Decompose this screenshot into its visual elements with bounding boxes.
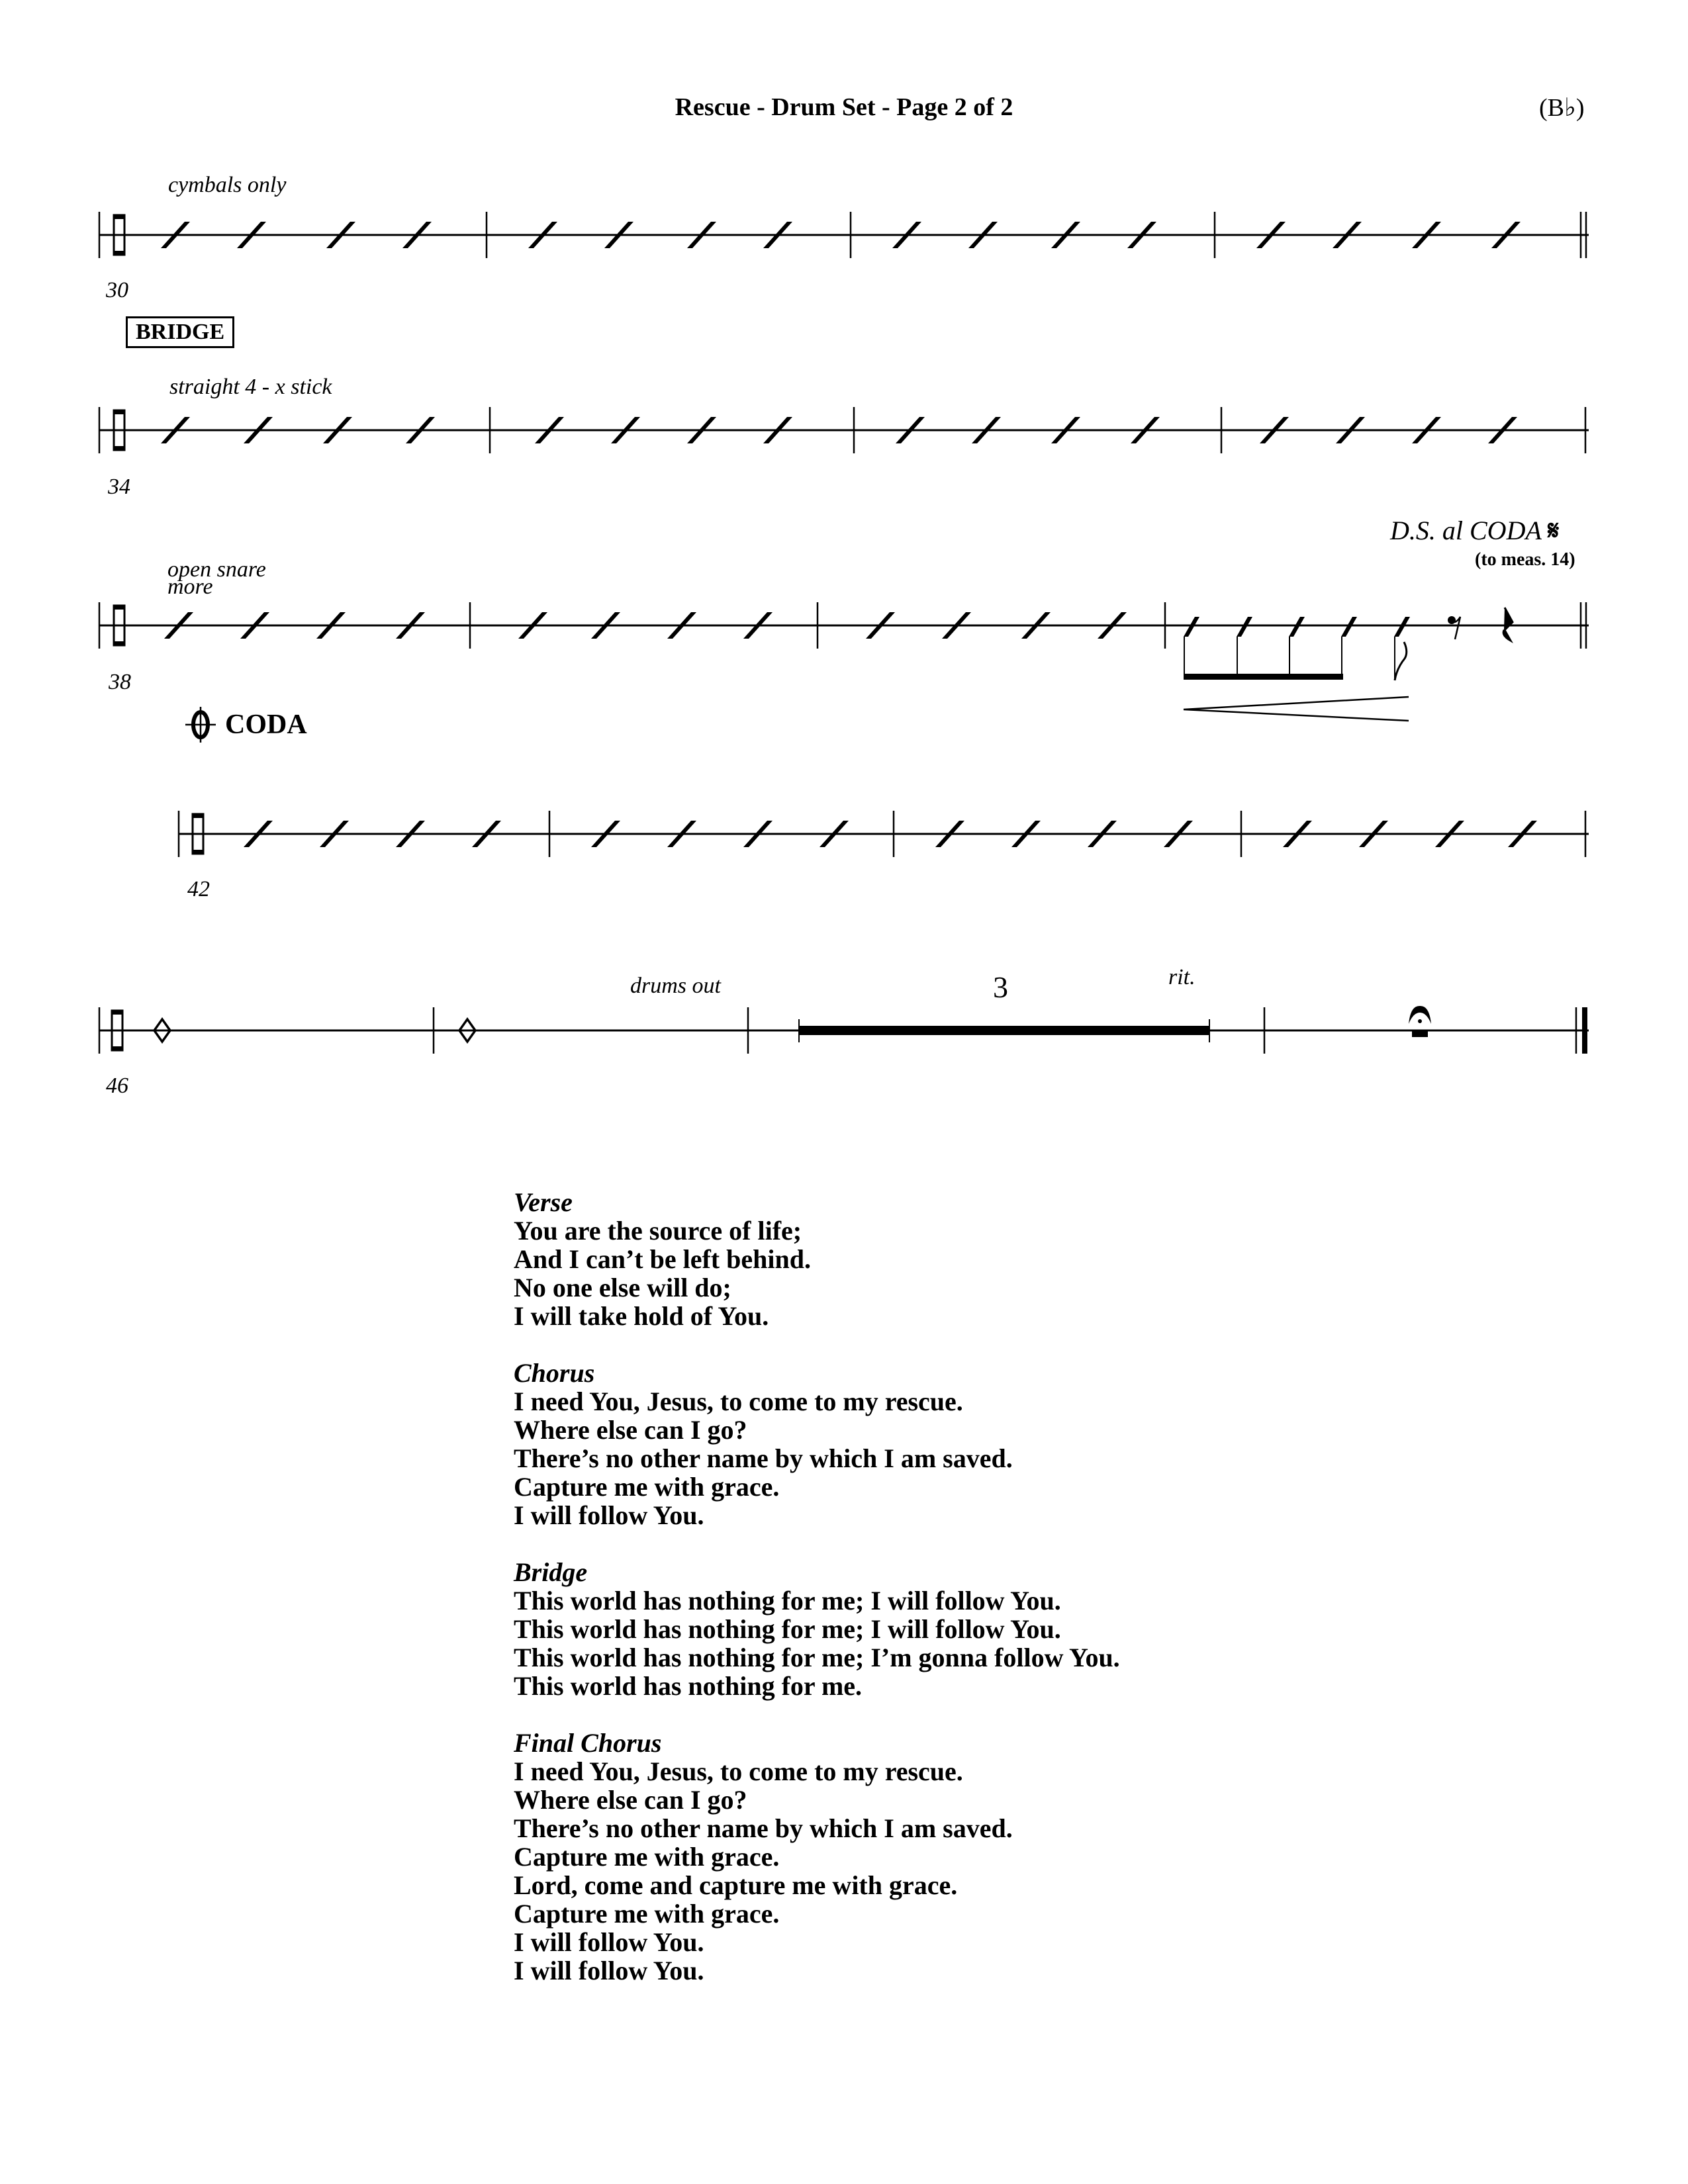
- fermata-icon: [1409, 1006, 1431, 1037]
- tempo-mark-rit: rit.: [1168, 965, 1196, 989]
- coda-icon: [185, 707, 216, 743]
- lyric-line: I will take hold of You.: [514, 1301, 769, 1331]
- measure-number: 46: [106, 1073, 128, 1098]
- segno-icon: 𝄋: [1548, 516, 1560, 545]
- page-title: Rescue - Drum Set - Page 2 of 2: [675, 93, 1013, 121]
- whole-rest-icon: [1412, 1030, 1428, 1037]
- lyrics-block: [514, 1188, 1120, 2013]
- measure-number: 30: [106, 278, 128, 302]
- measure-number: 34: [108, 475, 130, 499]
- lyric-line: This world has nothing for me; I will follow You.: [514, 1614, 1061, 1644]
- system-3: [99, 602, 1589, 721]
- lyric-line: I need You, Jesus, to come to my rescue.: [514, 1387, 963, 1416]
- expression-line: open snare: [167, 557, 266, 582]
- diminuendo-hairpin-icon: [1184, 697, 1409, 721]
- lyrics-section-bridge: [514, 1558, 1120, 1700]
- measure-number: 42: [187, 877, 210, 901]
- expression-line: more: [167, 574, 213, 599]
- lyric-line: Capture me with grace.: [514, 1472, 780, 1502]
- lyric-line: There’s no other name by which I am saved.: [514, 1443, 1013, 1473]
- measure-number: 38: [109, 670, 131, 694]
- lyric-line: Capture me with grace.: [514, 1899, 780, 1929]
- expression-open-snare: [167, 557, 266, 599]
- eighth-flag-icon: [1395, 642, 1407, 680]
- lyric-line: This world has nothing for me.: [514, 1671, 863, 1701]
- section-heading: Bridge: [514, 1557, 588, 1587]
- lyrics-section-verse: [514, 1188, 1120, 1330]
- multirest-count: 3: [993, 970, 1008, 1004]
- expression-drums-out: drums out: [630, 974, 721, 998]
- expression-straight-4: straight 4 - x stick: [169, 375, 332, 399]
- expression-cymbals-only: cymbals only: [168, 173, 287, 197]
- to-measure-note: (to meas. 14): [1475, 549, 1575, 570]
- ds-al-coda-label: D.S. al CODA: [1390, 516, 1542, 545]
- lyric-line: This world has nothing for me; I’m gonna follow You.: [514, 1643, 1120, 1672]
- lyric-line: I will follow You.: [514, 1956, 704, 1985]
- system-1: [99, 212, 1589, 258]
- coda-label: CODA: [225, 709, 307, 740]
- lyric-line: Lord, come and capture me with grace.: [514, 1870, 958, 1900]
- eighth-rest-icon: [1448, 616, 1460, 639]
- lyric-line: I will follow You.: [514, 1500, 704, 1530]
- lyric-line: And I can’t be left behind.: [514, 1244, 811, 1274]
- lyric-line: You are the source of life;: [514, 1216, 802, 1246]
- lyric-line: Where else can I go?: [514, 1415, 747, 1445]
- lyric-line: I will follow You.: [514, 1927, 704, 1957]
- section-heading: Final Chorus: [514, 1728, 662, 1758]
- system-5: [99, 1006, 1589, 1054]
- section-heading: Chorus: [514, 1358, 595, 1388]
- lyric-line: This world has nothing for me; I will follow You.: [514, 1586, 1061, 1615]
- final-barline: [1582, 1007, 1587, 1054]
- system-2: [99, 407, 1589, 453]
- rehearsal-mark-bridge: BRIDGE: [126, 316, 234, 348]
- lyric-line: I need You, Jesus, to come to my rescue.: [514, 1756, 963, 1786]
- ds-al-coda-text: [1390, 515, 1559, 546]
- lyrics-section-final-chorus: [514, 1729, 1120, 1985]
- lyric-line: No one else will do;: [514, 1273, 731, 1302]
- multi-measure-rest: [799, 1019, 1209, 1042]
- lyrics-section-chorus: [514, 1359, 1120, 1529]
- lyric-line: There’s no other name by which I am saved.: [514, 1813, 1013, 1843]
- quarter-rest-icon: [1503, 608, 1513, 641]
- coda-section-label: [185, 707, 307, 743]
- lyric-line: Where else can I go?: [514, 1785, 747, 1815]
- section-heading: Verse: [514, 1187, 573, 1217]
- transposition-key: (B♭): [1539, 94, 1585, 122]
- lyric-line: Capture me with grace.: [514, 1842, 780, 1872]
- system-4: [179, 811, 1589, 857]
